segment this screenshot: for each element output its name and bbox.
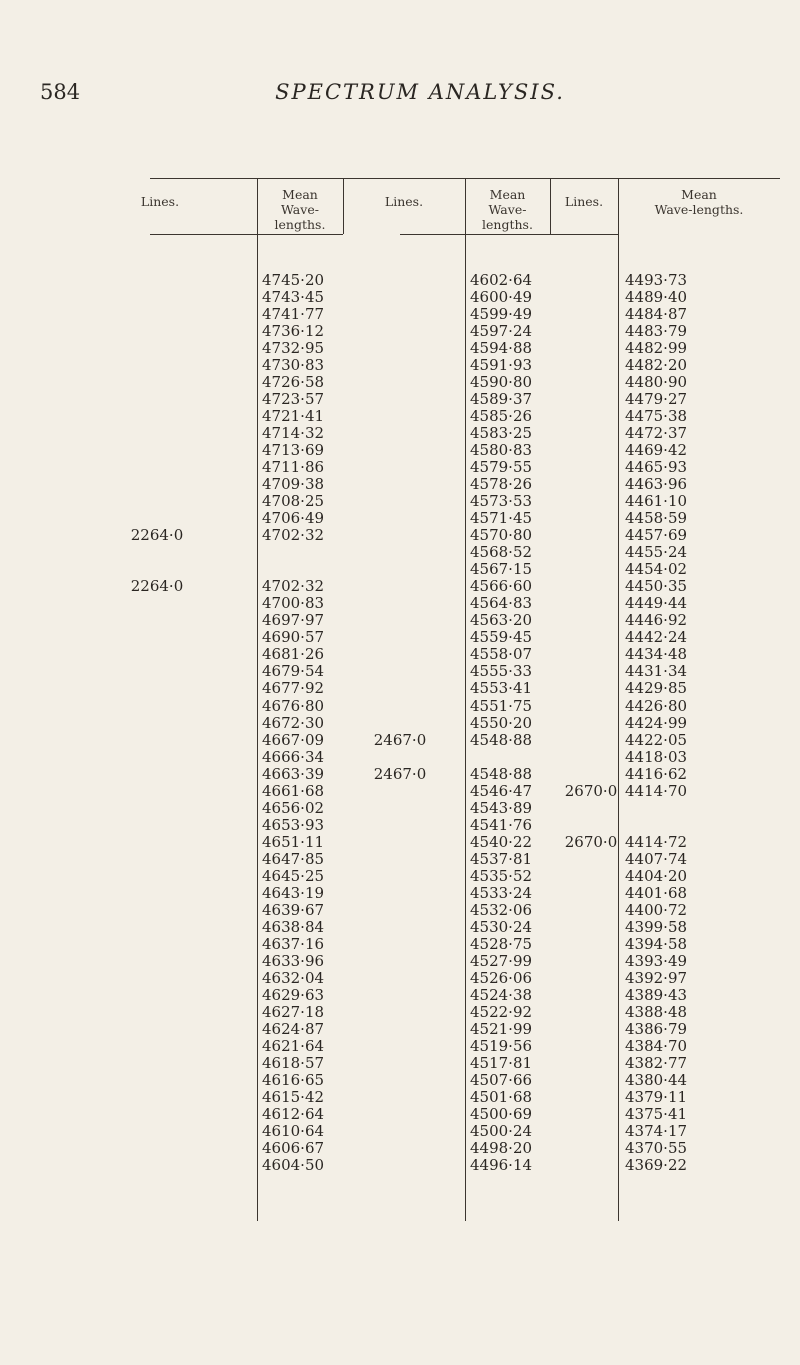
page-header (40, 80, 760, 110)
wavelength-cell: 4449·44 (625, 594, 688, 613)
wavelength-cell: 4500·69 (470, 1104, 533, 1123)
wavelength-cell: 4414·72 (625, 832, 688, 851)
wavelength-cell: 4550·20 (470, 713, 533, 732)
wavelength-cell: 4661·68 (262, 781, 325, 800)
wavelength-cell: 4522·92 (470, 1002, 533, 1021)
wavelength-cell: 4741·77 (262, 305, 325, 324)
wavelength-cell: 4629·63 (262, 985, 325, 1004)
wavelength-cell: 4407·74 (625, 849, 688, 868)
wavelength-cell: 4706·49 (262, 509, 325, 528)
wavelength-cell: 4455·24 (625, 543, 688, 562)
wavelength-cell: 4639·67 (262, 900, 325, 919)
wavelength-cell: 4563·20 (470, 611, 533, 630)
wavelength-cell: 4621·64 (262, 1036, 325, 1055)
running-title: SPECTRUM ANALYSIS. (275, 80, 565, 104)
wavelength-cell: 4571·45 (470, 509, 533, 528)
wavelength-cell: 4559·45 (470, 628, 533, 647)
wavelength-cell: 4379·11 (625, 1087, 688, 1106)
wavelength-cell: 4723·57 (262, 390, 325, 409)
wavelength-cell: 4681·26 (262, 645, 325, 664)
header-rule (150, 234, 343, 235)
wavelength-cell: 4524·38 (470, 985, 533, 1004)
wavelength-cell: 4446·92 (625, 611, 688, 630)
header-lines-2: Lines. (384, 194, 424, 209)
wavelength-cell: 4454·02 (625, 560, 688, 579)
header-rule (550, 234, 618, 235)
wavelength-cell: 4721·41 (262, 407, 325, 426)
wavelength-cell: 4543·89 (470, 798, 533, 817)
wavelength-cell: 4616·65 (262, 1070, 325, 1089)
wavelength-cell: 4442·24 (625, 628, 688, 647)
wavelength-cell: 4401·68 (625, 883, 688, 902)
wavelength-cell: 4434·48 (625, 645, 688, 664)
wavelength-cell: 4380·44 (625, 1070, 688, 1089)
wavelength-cell: 4414·70 (625, 781, 688, 800)
wavelength-cell: 4676·80 (262, 696, 325, 715)
wavelength-cell: 4394·58 (625, 934, 688, 953)
wavelength-cell: 4450·35 (625, 577, 688, 596)
header-lines-1: Lines. (140, 194, 180, 209)
wavelength-cell: 4541·76 (470, 815, 533, 834)
wavelength-cell: 4567·15 (470, 560, 533, 579)
wavelength-cell: 4656·02 (262, 798, 325, 817)
wavelength-cell: 4745·20 (262, 271, 325, 289)
wavelength-cell: 4500·24 (470, 1122, 533, 1140)
wavelength-cell: 4627·18 (262, 1002, 325, 1021)
wavelength-cell: 4690·57 (262, 628, 325, 647)
wavelength-cell: 4589·37 (470, 390, 533, 409)
wavelength-cell: 4472·37 (625, 424, 688, 443)
wavelength-cell: 4585·26 (470, 407, 533, 426)
wavelength-cell: 4517·81 (470, 1053, 533, 1072)
wavelength-cell: 4743·45 (262, 288, 325, 307)
wavelength-cell: 4736·12 (262, 322, 325, 341)
wavelength-cell: 4461·10 (625, 492, 688, 511)
wavelength-cell: 4612·64 (262, 1104, 325, 1123)
wavelength-cell: 4555·33 (470, 662, 533, 681)
wavelength-cell: 4570·80 (470, 526, 533, 545)
wavelength-cell: 4597·24 (470, 322, 533, 341)
wavelength-cell: 4602·64 (470, 271, 533, 289)
wavelength-cell: 4553·41 (470, 679, 533, 698)
wavelength-cell: 4400·72 (625, 900, 688, 919)
wavelength-cell: 4384·70 (625, 1036, 688, 1055)
wavelength-cell: 4465·93 (625, 458, 688, 477)
header-mean-1: Mean Wave-lengths. (274, 187, 326, 232)
wavelength-cell: 4702·32 (262, 526, 325, 545)
wavelength-cell: 4666·34 (262, 747, 325, 766)
wavelength-cell: 4386·79 (625, 1019, 688, 1038)
wavelength-cell: 4713·69 (262, 441, 325, 460)
header-rule (400, 234, 560, 235)
wavelength-cell: 4580·83 (470, 441, 533, 460)
wavelength-cell: 4599·49 (470, 305, 533, 324)
wavelength-cell: 4535·52 (470, 866, 533, 885)
wavelength-cell: 4551·75 (470, 696, 533, 715)
wavelength-cell: 4546·47 (470, 781, 533, 800)
wavelength-cell: 4370·55 (625, 1139, 688, 1158)
wavelength-cell: 4615·42 (262, 1087, 325, 1106)
wavelength-cell: 4382·77 (625, 1053, 688, 1072)
wavelength-cell: 4540·22 (470, 832, 533, 851)
wavelength-cell: 4632·04 (262, 968, 325, 987)
wavelength-cell: 4568·52 (470, 543, 533, 562)
column-rule (618, 179, 619, 1221)
wavelength-cell: 4566·60 (470, 577, 533, 596)
wavelength-cell: 4463·96 (625, 475, 688, 494)
column-rule (257, 179, 258, 1221)
wavelength-cell: 4392·97 (625, 968, 688, 987)
wavelength-cell: 4579·55 (470, 458, 533, 477)
wavelength-cell: 4643·19 (262, 883, 325, 902)
wavelength-table (130, 178, 780, 1221)
wavelength-cell: 4533·24 (470, 883, 533, 902)
wavelength-cell: 4429·85 (625, 679, 688, 698)
wavelength-cell: 4590·80 (470, 373, 533, 392)
wavelength-cell: 4530·24 (470, 917, 533, 936)
wavelength-cell: 4493·73 (625, 271, 688, 289)
wavelength-cell: 4732·95 (262, 339, 325, 358)
wavelength-cell: 4672·30 (262, 713, 325, 732)
wavelength-cell: 4700·83 (262, 594, 325, 613)
header-mean-3: Mean Wave-lengths. (654, 187, 744, 217)
wavelength-cell: 4578·26 (470, 475, 533, 494)
wavelength-cell: 4564·83 (470, 594, 533, 613)
wavelength-cell: 4496·14 (470, 1156, 533, 1175)
wavelength-cell: 4498·20 (470, 1139, 533, 1158)
wavelength-cell: 4399·58 (625, 917, 688, 936)
wavelength-cell: 4606·67 (262, 1139, 325, 1158)
wavelength-cell: 4624·87 (262, 1019, 325, 1038)
wavelength-cell: 4521·99 (470, 1019, 533, 1038)
wavelength-cell: 4638·84 (262, 917, 325, 936)
lines-cell: 2467·0 (373, 764, 427, 783)
lines-cell: 2670·0 (564, 832, 618, 851)
wavelength-cell: 4679·54 (262, 662, 325, 681)
wavelength-cell: 4457·69 (625, 526, 688, 545)
lines-cell: 2264·0 (130, 577, 184, 596)
header-lines-3: Lines. (564, 194, 604, 209)
wavelength-cell: 4548·88 (470, 764, 533, 783)
wavelength-cell: 4469·42 (625, 441, 688, 460)
wavelength-cell: 4647·85 (262, 849, 325, 868)
wavelength-cell: 4653·93 (262, 815, 325, 834)
wavelength-cell: 4645·25 (262, 866, 325, 885)
wavelength-cell: 4507·66 (470, 1070, 533, 1089)
wavelength-cell: 4501·68 (470, 1087, 533, 1106)
wavelength-cell: 4431·34 (625, 662, 688, 681)
wavelength-cell: 4375·41 (625, 1104, 688, 1123)
wavelength-cell: 4422·05 (625, 730, 688, 749)
wavelength-cell: 4479·27 (625, 390, 688, 409)
wavelength-cell: 4369·22 (625, 1156, 688, 1175)
wavelength-cell: 4416·62 (625, 764, 688, 783)
wavelength-cell: 4458·59 (625, 509, 688, 528)
wavelength-cell: 4604·50 (262, 1156, 325, 1175)
wavelength-cell: 4424·99 (625, 713, 688, 732)
wavelength-cell: 4389·43 (625, 985, 688, 1004)
wavelength-cell: 4708·25 (262, 492, 325, 511)
wavelength-cell: 4594·88 (470, 339, 533, 358)
wavelength-cell: 4637·16 (262, 934, 325, 953)
wavelength-cell: 4667·09 (262, 730, 325, 749)
wavelength-cell: 4709·38 (262, 475, 325, 494)
page-number: 584 (40, 80, 81, 104)
header-mean-2: Mean Wave-lengths. (482, 187, 533, 232)
wavelength-cell: 4393·49 (625, 951, 688, 970)
wavelength-cell: 4702·32 (262, 577, 325, 596)
column-rule (465, 179, 466, 1221)
wavelength-cell: 4537·81 (470, 849, 533, 868)
wavelength-cell: 4663·39 (262, 764, 325, 783)
lines-cell: 2467·0 (373, 730, 427, 749)
wavelength-cell: 4591·93 (470, 356, 533, 375)
wavelength-cell: 4573·53 (470, 492, 533, 511)
wavelength-cell: 4726·58 (262, 373, 325, 392)
wavelength-cell: 4697·97 (262, 611, 325, 630)
wavelength-cell: 4532·06 (470, 900, 533, 919)
wavelength-cell: 4418·03 (625, 747, 688, 766)
wavelength-cell: 4482·20 (625, 356, 688, 375)
wavelength-cell: 4528·75 (470, 934, 533, 953)
wavelength-cell: 4600·49 (470, 288, 533, 307)
wavelength-cell: 4483·79 (625, 322, 688, 341)
wavelength-cell: 4475·38 (625, 407, 688, 426)
wavelength-cell: 4714·32 (262, 424, 325, 443)
wavelength-cell: 4583·25 (470, 424, 533, 443)
wavelength-cell: 4677·92 (262, 679, 325, 698)
wavelength-cell: 4519·56 (470, 1036, 533, 1055)
wavelength-cell: 4388·48 (625, 1002, 688, 1021)
wavelength-cell: 4558·07 (470, 645, 533, 664)
lines-cell: 2264·0 (130, 526, 184, 545)
wavelength-cell: 4527·99 (470, 951, 533, 970)
wavelength-cell: 4730·83 (262, 356, 325, 375)
wavelength-cell: 4426·80 (625, 696, 688, 715)
wavelength-cell: 4610·64 (262, 1122, 325, 1140)
wavelength-cell: 4526·06 (470, 968, 533, 987)
wavelength-cell: 4484·87 (625, 305, 688, 324)
wavelength-cell: 4482·99 (625, 339, 688, 358)
wavelength-cell: 4489·40 (625, 288, 688, 307)
wavelength-cell: 4374·17 (625, 1122, 688, 1140)
wavelength-cell: 4404·20 (625, 866, 688, 885)
wavelength-cell: 4711·86 (262, 458, 325, 477)
wavelength-cell: 4548·88 (470, 730, 533, 749)
wavelength-cell: 4480·90 (625, 373, 688, 392)
wavelength-cell: 4633·96 (262, 951, 325, 970)
lines-cell: 2670·0 (564, 781, 618, 800)
wavelength-cell: 4618·57 (262, 1053, 325, 1072)
wavelength-cell: 4651·11 (262, 832, 325, 851)
